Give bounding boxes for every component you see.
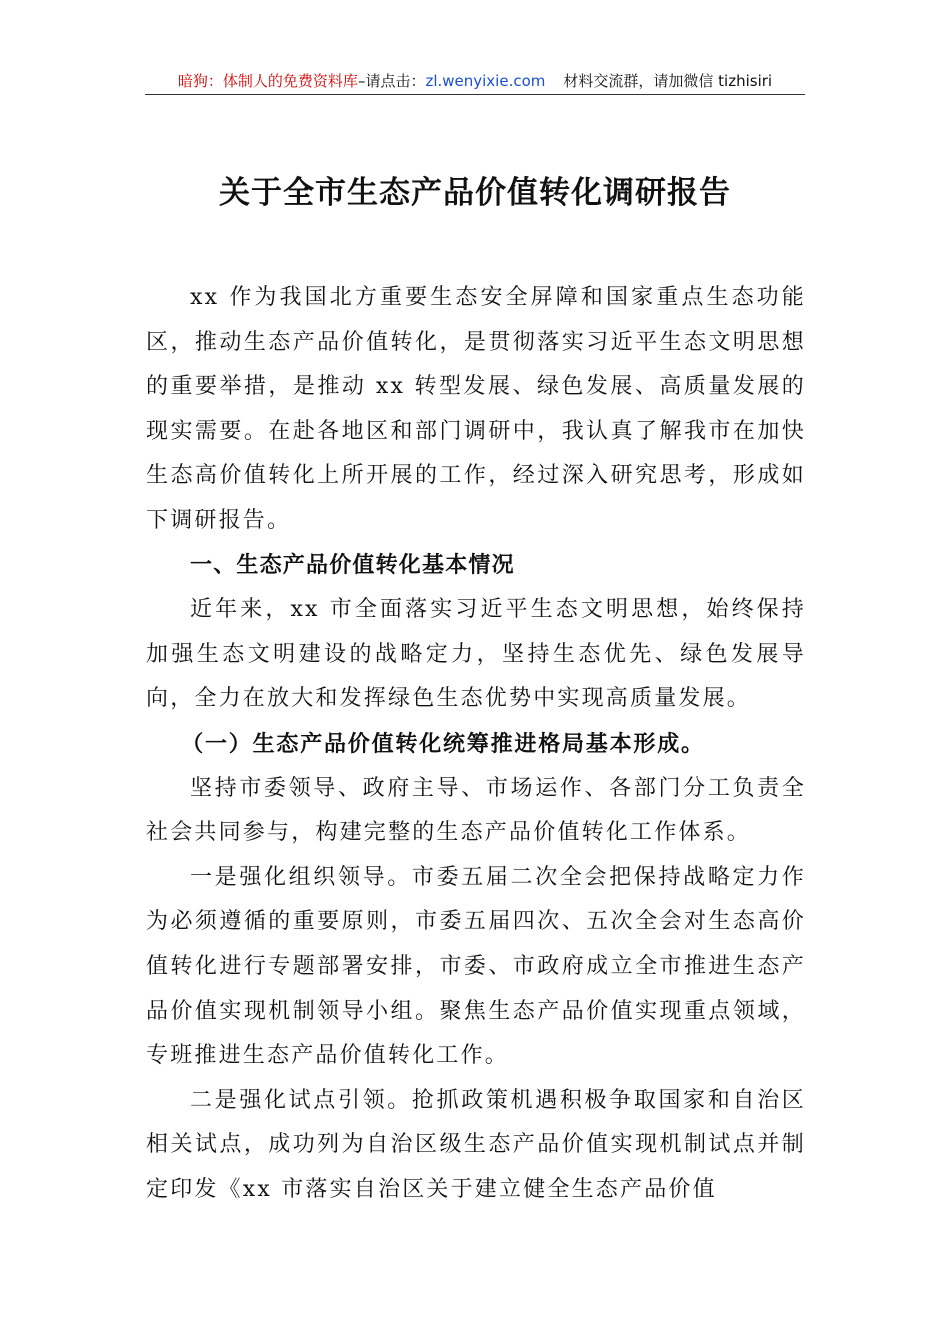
document-title: 关于全市生态产品价值转化调研报告: [219, 175, 731, 211]
subsection-heading-1: （一）生态产品价值转化统筹推进格局基本形成。: [181, 730, 705, 757]
promo-site-name: 暗狗：体制人的免费资料库: [177, 72, 358, 90]
promo-url-link[interactable]: zl.wenyixie.com: [425, 72, 546, 90]
document-body: [146, 276, 806, 1212]
intro-paragraph: xx 作为我国北方重要生态安全屏障和国家重点生态功能区，推动生态产品价值转化，是贯彻落实习近平生态文明思想的重要举措，是推动 xx 转型发展、绿色发展、高质量发展的现实需要。在赴各地区和部门调研中，我认真了解我市在加快生态高价值转化上所开展的工作，经过深入研究思考，形成如下调研报告。: [146, 285, 806, 533]
point-two-paragraph: 二是强化试点引领。抢抓政策机遇积极争取国家和自治区相关试点，成功列为自治区级生态产品价值实现机制试点并制定印发《xx 市落实自治区关于建立健全生态产品价值: [146, 1087, 806, 1202]
section-1-paragraph: 近年来，xx 市全面落实习近平生态文明思想，始终保持加强生态文明建设的战略定力，坚持生态优先、绿色发展导向，全力在放大和发挥绿色生态优势中实现高质量发展。: [146, 597, 806, 712]
promo-click-label: –请点击：: [357, 72, 426, 90]
section-heading-1: 一、生态产品价值转化基本情况: [190, 552, 515, 578]
subsection-1-paragraph: 坚持市委领导、政府主导、市场运作、各部门分工负责全社会共同参与，构建完整的生态产品价值转化工作体系。: [146, 775, 806, 846]
promo-wechat-note: 材料交流群，请加微信 tizhisiri: [563, 72, 773, 90]
promo-header: [145, 68, 805, 95]
point-one-paragraph: 一是强化组织领导。市委五届二次全会把保持战略定力作为必须遵循的重要原则，市委五届四次、五次全会对生态高价值转化进行专题部署安排，市委、市政府成立全市推进生态产品价值实现机制领导小组。聚焦生态产品价值实现重点领域，专班推进生态产品价值转化工作。: [146, 864, 806, 1069]
